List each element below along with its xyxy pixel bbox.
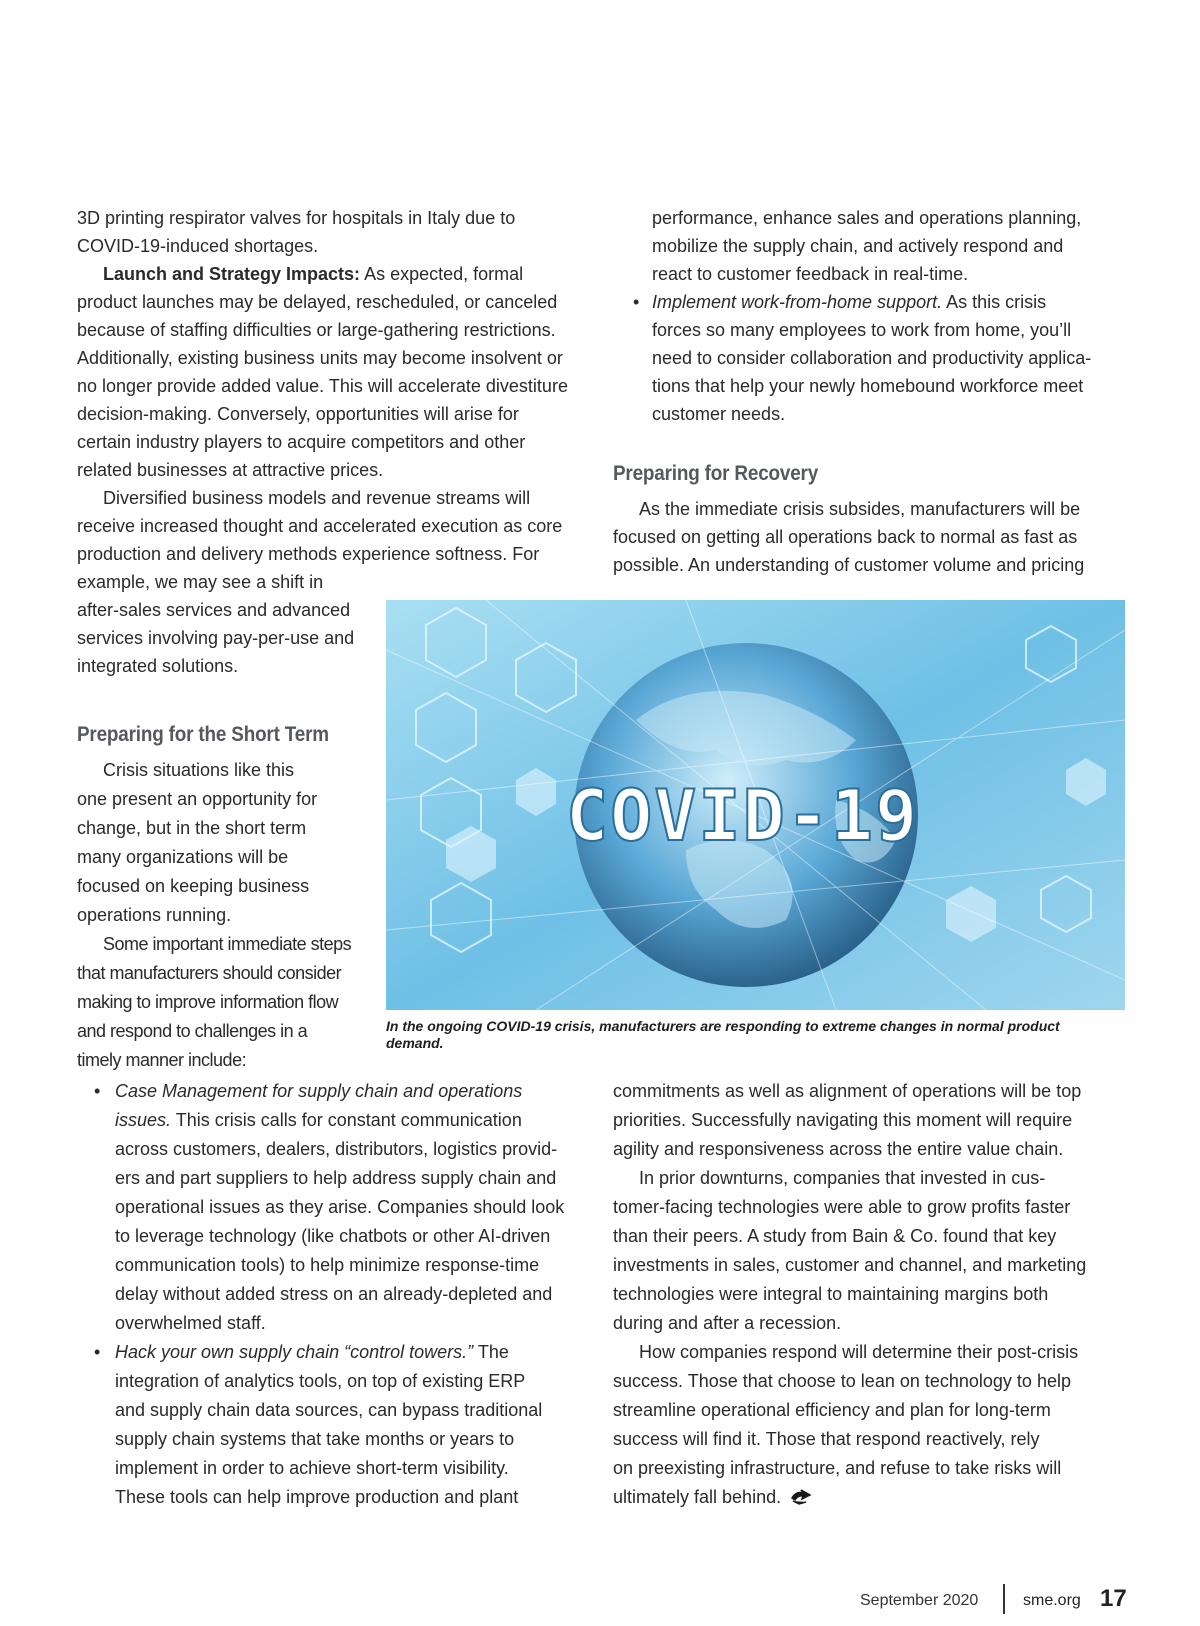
body-line: tomer-facing technologies were able to grow profits faster [613, 1197, 1071, 1217]
bullet-line: Hack your own supply chain “control towers.” The [115, 1342, 509, 1362]
body-line: ultimately fall behind. [613, 1483, 812, 1511]
body-line: success will find it. Those that respond reactively, rely [613, 1429, 1040, 1449]
body-line: during and after a recession. [613, 1313, 842, 1333]
body-line: How companies respond will determine their post-crisis [639, 1342, 1079, 1362]
body-line: one present an opportunity for [77, 789, 318, 809]
body-line: on preexisting infrastructure, and refuse to take risks will [613, 1458, 1062, 1478]
bullet-line: delay without added stress on an already-depleted and [115, 1284, 553, 1304]
bullet-italic-line: Case Management for supply chain and operations [115, 1081, 523, 1101]
section-heading-recovery: Preparing for Recovery [613, 462, 819, 485]
body-line: change, but in the short term [77, 818, 307, 838]
bullet-line: across customers, dealers, distributors, logistics provid- [115, 1139, 558, 1159]
body-line: decision-making. Conversely, opportunities will arise for [77, 404, 519, 424]
photo-caption: In the ongoing COVID-19 crisis, manufacturers are responding to extreme changes in normal product demand. [386, 1018, 1060, 1051]
bullet-line: and supply chain data sources, can bypass traditional [115, 1400, 543, 1420]
body-line: services involving pay-per-use and [77, 628, 355, 648]
body-line: mobilize the supply chain, and actively respond and [652, 236, 1064, 256]
bullet-line: Implement work-from-home support. As this crisis [652, 292, 1047, 312]
run-in-heading: Launch and Strategy Impacts: [103, 264, 361, 284]
body-line: timely manner include: [77, 1050, 247, 1070]
bullet-line: tions that help your newly homebound workforce meet [652, 376, 1084, 396]
body-line: example, we may see a shift in [77, 572, 324, 592]
body-line: priorities. Successfully navigating this moment will require [613, 1110, 1073, 1130]
body-line: In prior downturns, companies that invested in cus- [639, 1168, 1046, 1188]
bullet-line: issues. This crisis calls for constant communication [115, 1110, 522, 1130]
body-line: COVID-19-induced shortages. [77, 236, 319, 256]
bullet-dot: • [94, 1342, 101, 1362]
paragraph-line: Launch and Strategy Impacts: As expected, formal [103, 264, 524, 284]
globe-illustration [386, 600, 1125, 1010]
body-line: As the immediate crisis subsides, manufacturers will be [639, 499, 1081, 519]
bullet-line: These tools can help improve production and plant [115, 1487, 519, 1507]
body-line: Diversified business models and revenue streams will [103, 488, 531, 508]
body-line: investments in sales, customer and channel, and marketing [613, 1255, 1087, 1275]
footer-site: sme.org [1023, 1592, 1081, 1609]
body-line: react to customer feedback in real-time. [652, 264, 969, 284]
bullet-line: forces so many employees to work from home, you’ll [652, 320, 1072, 340]
bullet-line: ers and part suppliers to help address supply chain and [115, 1168, 557, 1188]
bullet-dot: • [94, 1081, 101, 1101]
body-line: because of staffing difficulties or large-gathering restrictions. [77, 320, 556, 340]
bullet-line: overwhelmed staff. [115, 1313, 266, 1333]
end-mark-icon [790, 1489, 812, 1505]
body-line: performance, enhance sales and operations planning, [652, 208, 1082, 228]
body-line: and respond to challenges in a [77, 1021, 308, 1041]
bullet-dot: • [633, 292, 640, 312]
bullet-line: customer needs. [652, 404, 786, 424]
section-heading-short-term: Preparing for the Short Term [77, 723, 329, 746]
body-line: focused on keeping business [77, 876, 310, 896]
bullet-line: need to consider collaboration and productivity applica- [652, 348, 1092, 368]
body-line: production and delivery methods experience softness. For [77, 544, 540, 564]
bullet-line: integration of analytics tools, on top of existing ERP [115, 1371, 526, 1391]
footer-date: September 2020 [860, 1592, 979, 1609]
bullet-line: implement in order to achieve short-term visibility. [115, 1458, 509, 1478]
covid-19-overlay-text: COVID-19 [566, 775, 920, 857]
body-line: many organizations will be [77, 847, 289, 867]
body-line: agility and responsiveness across the entire value chain. [613, 1139, 1064, 1159]
page-number: 17 [1100, 1585, 1127, 1612]
body-line: product launches may be delayed, rescheduled, or canceled [77, 292, 558, 312]
covid-globe-photo [386, 600, 1125, 1010]
body-line: making to improve information flow [77, 992, 339, 1012]
body-line: than their peers. A study from Bain & Co. found that key [613, 1226, 1057, 1246]
bullet-line: communication tools) to help minimize response-time [115, 1255, 540, 1275]
body-line: operations running. [77, 905, 232, 925]
body-line: technologies were integral to maintaining margins both [613, 1284, 1049, 1304]
body-line: success. Those that choose to lean on technology to help [613, 1371, 1071, 1391]
body-line: streamline operational efficiency and plan for long-term [613, 1400, 1051, 1420]
body-line: after-sales services and advanced [77, 600, 351, 620]
bullet-line: supply chain systems that take months or years to [115, 1429, 515, 1449]
body-line: receive increased thought and accelerated execution as core [77, 516, 563, 536]
bullet-line: operational issues as they arise. Companies should look [115, 1197, 565, 1217]
body-line: possible. An understanding of customer volume and pricing [613, 555, 1085, 575]
body-line: Additionally, existing business units may become insolvent or [77, 348, 563, 368]
body-line: Crisis situations like this [103, 760, 295, 780]
body-line: no longer provide added value. This will accelerate divestiture [77, 376, 568, 396]
body-line: related businesses at attractive prices. [77, 460, 384, 480]
body-line: focused on getting all operations back to normal as fast as [613, 527, 1078, 547]
body-line: commitments as well as alignment of operations will be top [613, 1081, 1082, 1101]
body-line: integrated solutions. [77, 656, 239, 676]
body-line: Some important immediate steps [103, 934, 352, 954]
body-line: that manufacturers should consider [77, 963, 342, 983]
bullet-line: to leverage technology (like chatbots or other AI-driven [115, 1226, 551, 1246]
footer-divider [1003, 1584, 1005, 1614]
body-line: certain industry players to acquire competitors and other [77, 432, 526, 452]
body-line: 3D printing respirator valves for hospitals in Italy due to [77, 208, 516, 228]
